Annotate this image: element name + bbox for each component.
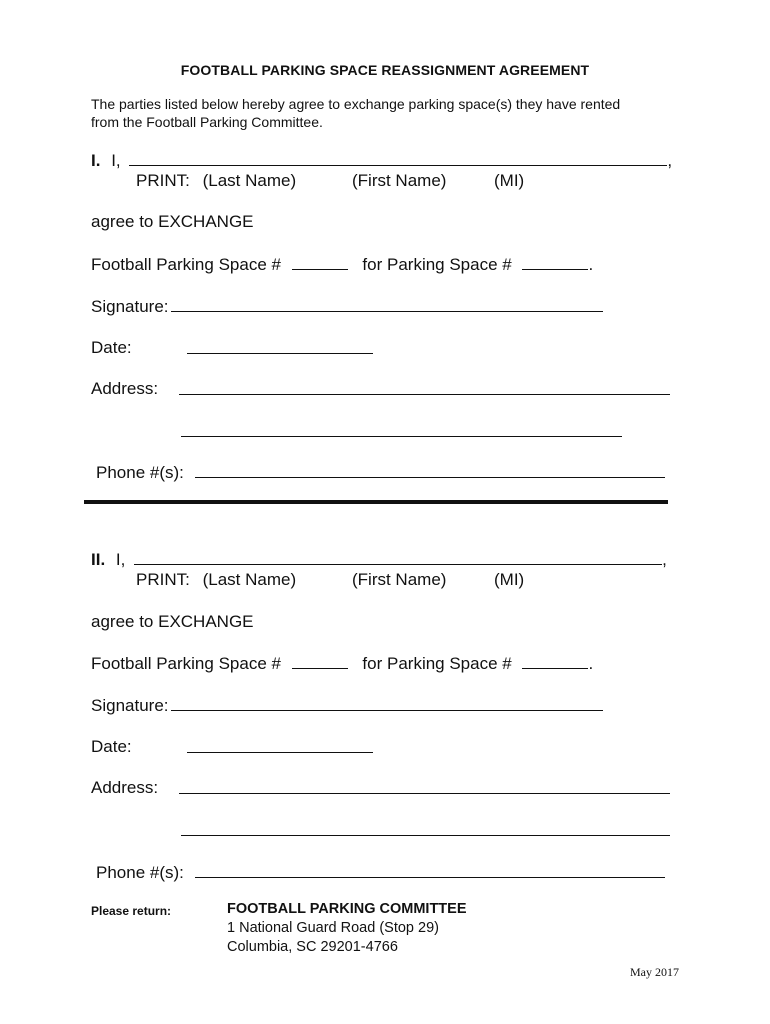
return-street: 1 National Guard Road (Stop 29) xyxy=(227,920,439,936)
section-one-name-row xyxy=(91,150,672,171)
section-two-for-space-field[interactable] xyxy=(522,653,588,669)
section-one-print-label xyxy=(136,171,296,191)
section-one-period: . xyxy=(588,255,594,274)
section-two-space-row xyxy=(91,653,593,674)
section-one-phone-row xyxy=(96,462,665,483)
section-one-phone-label: Phone #(s): xyxy=(96,463,184,482)
section-two-address-field-2[interactable] xyxy=(181,820,670,836)
section-one-space-label: Football Parking Space # xyxy=(91,255,281,274)
section-two-address-field-2-wrap xyxy=(181,820,670,841)
section-one-agree-text: agree to EXCHANGE xyxy=(91,212,254,231)
section-two-mi-label: (MI) xyxy=(494,570,525,589)
section-two-signature-row xyxy=(91,695,603,716)
section-one-for-label: for Parking Space # xyxy=(362,255,512,274)
section-one-signature-label: Signature: xyxy=(91,297,169,316)
section-two-date-field[interactable] xyxy=(187,737,373,753)
section-two-phone-row xyxy=(96,862,665,883)
section-two-phone-field[interactable] xyxy=(195,862,665,878)
section-two-space-field[interactable] xyxy=(292,653,348,669)
section-one-first-name-label: (First Name) xyxy=(352,171,447,190)
section-two-signature-label: Signature: xyxy=(91,696,169,715)
intro-line-2: from the Football Parking Committee. xyxy=(91,114,323,130)
section-one-signature-field[interactable] xyxy=(171,296,603,312)
section-one-address-field-1-wrap xyxy=(179,379,670,400)
section-two-first-name-label: (First Name) xyxy=(352,570,447,589)
section-two-agree-text: agree to EXCHANGE xyxy=(91,612,254,631)
section-two-last-name-label: (Last Name) xyxy=(202,570,297,589)
section-one-i-label: I, xyxy=(111,151,121,170)
section-one-name-field[interactable] xyxy=(129,150,667,166)
section-one-address-field-2-wrap xyxy=(181,421,622,442)
section-one-space-field[interactable] xyxy=(292,254,348,270)
return-city: Columbia, SC 29201-4766 xyxy=(227,939,398,955)
section-two-numeral: II. xyxy=(91,550,106,569)
section-two-space-label: Football Parking Space # xyxy=(91,654,281,673)
section-two-phone-label: Phone #(s): xyxy=(96,863,184,882)
section-two-address-field-1[interactable] xyxy=(179,778,670,794)
section-two-print-word: PRINT: xyxy=(136,570,190,589)
section-one-date-label: Date: xyxy=(91,338,132,357)
intro-line-1: The parties listed below hereby agree to exchange parking space(s) they have rented xyxy=(91,96,621,112)
section-two-period: . xyxy=(588,654,594,673)
section-one-mi-label: (MI) xyxy=(494,171,525,190)
section-one-print-word: PRINT: xyxy=(136,171,190,190)
section-two-name-row xyxy=(91,549,667,570)
section-divider xyxy=(84,500,668,504)
section-two-date-label: Date: xyxy=(91,737,132,756)
section-two-print-label xyxy=(136,570,296,590)
section-one-numeral: I. xyxy=(91,151,101,170)
section-two-signature-field[interactable] xyxy=(171,695,603,711)
section-one-date-field[interactable] xyxy=(187,338,373,354)
section-one-address-label: Address: xyxy=(91,379,159,398)
section-one-date-field-wrap xyxy=(187,338,373,359)
section-two-name-field[interactable] xyxy=(134,549,662,565)
section-two-date-field-wrap xyxy=(187,737,373,758)
return-org-name: FOOTBALL PARKING COMMITTEE xyxy=(227,901,467,917)
section-two-for-label: for Parking Space # xyxy=(362,654,512,673)
section-one-for-space-field[interactable] xyxy=(522,254,588,270)
section-two-address-field-1-wrap xyxy=(179,778,670,799)
section-two-i-label: I, xyxy=(115,550,126,569)
section-one-comma: , xyxy=(667,151,673,170)
section-one-last-name-label: (Last Name) xyxy=(202,171,297,190)
return-label: Please return: xyxy=(91,904,172,918)
section-two-address-label: Address: xyxy=(91,778,159,797)
section-one-signature-row xyxy=(91,296,603,317)
section-one-address-field-2[interactable] xyxy=(181,421,622,437)
section-one-phone-field[interactable] xyxy=(195,462,665,478)
section-two-comma: , xyxy=(662,550,667,569)
section-one-address-field-1[interactable] xyxy=(179,379,670,395)
section-one-space-row xyxy=(91,254,593,275)
form-date: May 2017 xyxy=(630,965,679,979)
document-title: FOOTBALL PARKING SPACE REASSIGNMENT AGREEMENT xyxy=(180,62,590,78)
